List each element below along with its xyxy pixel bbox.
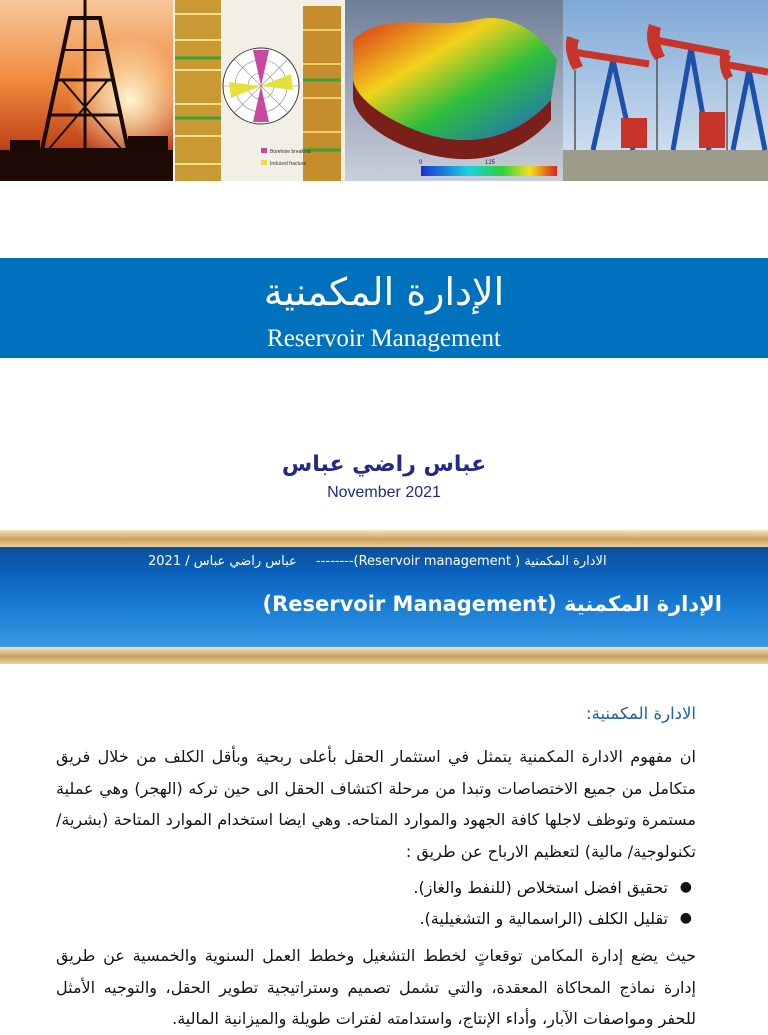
bullet-item [56, 903, 696, 934]
cover-title-arabic: الإدارة المكمنية [263, 270, 505, 314]
legend-fracture-label: Induced fracture [270, 161, 307, 167]
bullet-list [56, 872, 696, 934]
bullet-text: تحقيق افضل استخلاص (للنفط والغاز). [413, 878, 668, 897]
bullet-dot-icon: ● [679, 910, 692, 926]
running-header-author-year: عباس راضي عباس / 2021 [148, 554, 297, 569]
cover-date: November 2021 [327, 484, 441, 501]
body-paragraph-1: ان مفهوم الادارة المكمنية يتمثل في استثمار الحقل بأعلى ربحية وبأقل الكلف من خلال فريق متكامل من جميع الاختصاصات وتبدا من مرحلة اكتشاف الحقل الى حين تركه (الهجر) وهي عملية مستمرة وتوظف لاجلها كافة الجهود والموارد المتاحه. وهي ايضا استخدام الموارد المتاحة (بشرية/ تكنولوجية/ مالية) لتعظيم الارباح عن طريق : [56, 747, 696, 861]
pumpjacks-image [563, 0, 768, 181]
scale-min-label: 0 [419, 160, 423, 166]
bullet-dot-icon: ● [679, 879, 692, 895]
running-header [0, 551, 768, 573]
page-heading: الإدارة المكمنية (Reservoir Management) [262, 592, 722, 616]
reservoir-3d-model-image [345, 0, 563, 181]
header-gold-bar-bottom [0, 647, 768, 664]
cover-title-band [0, 258, 768, 358]
running-header-topic: --------(Reservoir management ) الادارة المكمنية [316, 554, 607, 569]
header-gold-bar-top [0, 530, 768, 547]
section-heading: الادارة المكمنية: [586, 704, 696, 723]
cover-title-english: Reservoir Management [267, 325, 501, 352]
legend-breakout-label: Borehole breakout [270, 149, 311, 155]
body-paragraph-2: حيث يضع إدارة المكامن توقعاتٍ لخطط التشغيل وخطط العمل السنوية والخمسية عن طريق إدارة نماذج المحاكاة المعقدة، والتي تشمل تصميم وستراتيجية تطوير الحقل، والتوجيه الأمثل للحفر ومواصفات الآبار، وأداء الإنتاج، واستدامته لفترات طويلة والميزانية المالية. [56, 946, 696, 1028]
scale-max-label: 125 [485, 160, 496, 166]
bullet-text: تقليل الكلف (الراسمالية و التشغيلية). [419, 909, 668, 928]
bullet-item [56, 872, 696, 903]
drilling-rig-sunset-image [0, 0, 173, 181]
borehole-rose-diagram-image [173, 0, 345, 181]
cover-image-strip [0, 0, 768, 181]
cover-author: عباس راضي عباس [281, 452, 487, 477]
